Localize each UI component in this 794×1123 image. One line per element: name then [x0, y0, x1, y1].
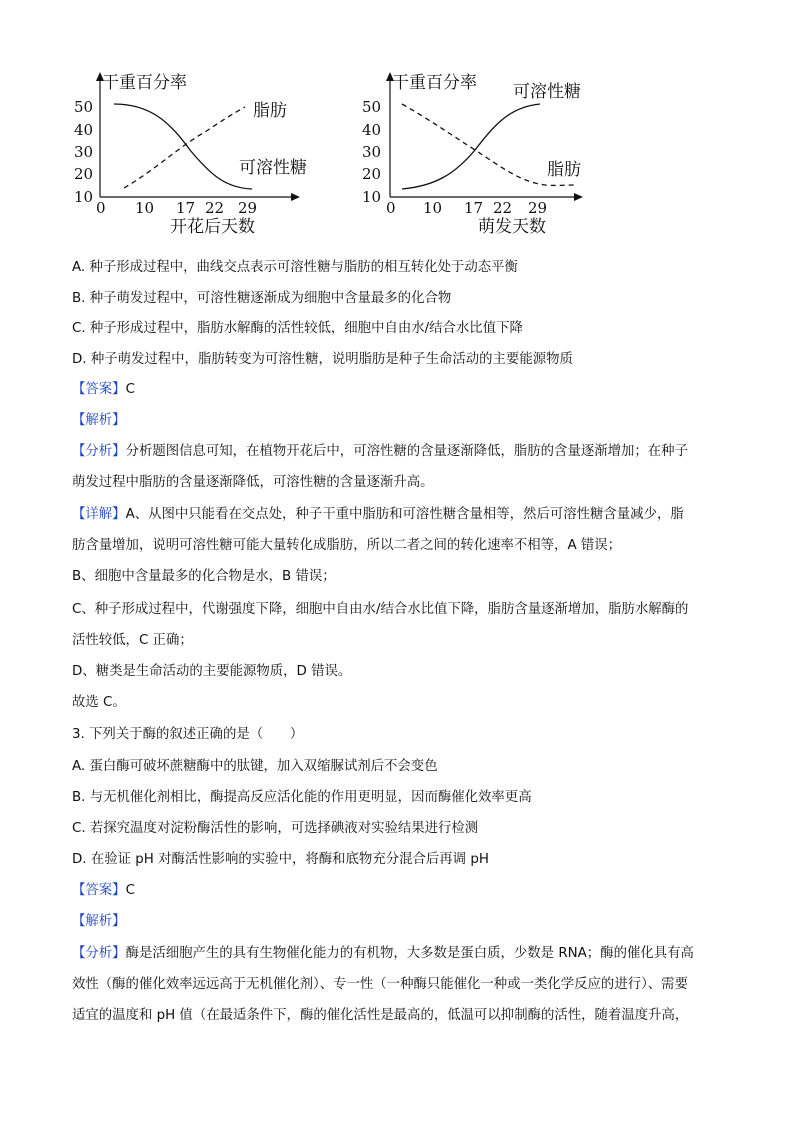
analysis-tag: 【解析】 — [72, 413, 126, 428]
x-tick-label: 17 — [464, 199, 484, 217]
x-tick-label: 22 — [493, 199, 513, 217]
sugar-curve — [402, 104, 540, 189]
q3-fenxi-line-3: 适宜的温度和 pH 值（在最适条件下，酶的催化活性是最高的，低温可以抑制酶的活性，随着温度升高， — [72, 1008, 689, 1023]
q2-xiangjie-line-4: C、种子形成过程中，代谢强度下降，细胞中自由水/结合水比值下降，脂肪含量逐渐增加，脂肪水解酶的 — [72, 602, 689, 617]
x-tick-label: 0 — [96, 199, 106, 217]
fat-curve — [124, 107, 245, 188]
q3-fenxi-line-2: 效性（酶的催化效率远远高于无机催化剂）、专一性（一种酶只能催化一种或一类化学反应的进行）、需要 — [72, 977, 688, 992]
answer-value: C — [125, 382, 135, 397]
y-axis-title: 干重百分率 — [392, 73, 477, 93]
x-tick-label: 22 — [205, 199, 225, 217]
q2-fenxi-line-1 — [72, 440, 732, 459]
fenxi-text: 酶是活细胞产生的具有生物催化能力的有机物，大多数是蛋白质，少数是 RNA；酶的催化具有高 — [125, 946, 694, 961]
sugar-label: 可溶性糖 — [513, 82, 581, 102]
q3-fenxi-line-1 — [72, 942, 732, 961]
analysis-tag: 【解析】 — [72, 914, 126, 929]
answer-tag: 【答案】 — [72, 382, 126, 397]
y-tick-label: 40 — [362, 121, 382, 139]
q2-xiangjie-line-6: D、糖类是生命活动的主要能源物质，D 错误。 — [72, 664, 352, 679]
q3-option-b: B. 与无机催化剂相比，酶提高反应活化能的作用更明显，因而酶催化效率更高 — [72, 790, 532, 805]
fat-label: 脂肪 — [547, 160, 581, 180]
x-tick-label: 10 — [423, 199, 443, 217]
q3-option-c: C. 若探究温度对淀粉酶活性的影响，可选择碘液对实验结果进行检测 — [72, 821, 479, 836]
x-tick-label: 29 — [238, 199, 258, 217]
x-tick-label: 0 — [386, 199, 396, 217]
fenxi-tag: 【分析】 — [72, 444, 126, 459]
q3-option-a: A. 蛋白酶可破坏蔗糖酶中的肽键，加入双缩脲试剂后不会变色 — [72, 759, 438, 774]
y-tick-label: 20 — [74, 165, 94, 183]
y-tick-label: 30 — [74, 143, 94, 161]
y-tick-label: 40 — [74, 121, 94, 139]
sugar-label: 可溶性糖 — [239, 158, 307, 178]
q2-option-c: C. 种子形成过程中，脂肪水解酶的活性较低，细胞中自由水/结合水比值下降 — [72, 321, 523, 336]
q2-conclusion: 故选 C。 — [72, 695, 126, 710]
y-tick-labels — [362, 98, 381, 206]
y-tick-labels — [74, 98, 93, 206]
x-tick-label: 10 — [135, 199, 155, 217]
q2-fenxi-line-2: 萌发过程中脂肪的含量逐渐降低，可溶性糖的含量逐渐升高。 — [72, 475, 434, 490]
q2-xiangjie-line-2: 肪含量增加，说明可溶性糖可能大量转化成脂肪，所以二者之间的转化速率不相等，A 错误； — [72, 538, 622, 553]
y-tick-label: 30 — [362, 143, 382, 161]
x-axis-arrow — [291, 193, 300, 201]
xiangjie-text: A、从图中只能看在交点处，种子干重中脂肪和可溶性糖含量相等，然后可溶性糖含量减少，脂 — [125, 507, 684, 522]
y-tick-label: 10 — [362, 188, 382, 206]
y-tick-label: 50 — [74, 98, 94, 116]
q2-xiangjie-line-1 — [72, 503, 732, 522]
fenxi-text: 分析题图信息可知，在植物开花后中，可溶性糖的含量逐渐降低，脂肪的含量逐渐增加；在种子 — [125, 444, 688, 459]
q2-option-a: A. 种子形成过程中，曲线交点表示可溶性糖与脂肪的相互转化处于动态平衡 — [72, 260, 518, 275]
q3-option-d: D. 在验证 pH 对酶活性影响的实验中，将酶和底物充分混合后再调 pH — [72, 852, 489, 867]
q2-xiangjie-line-5: 活性较低，C 正确； — [72, 633, 193, 648]
q3-analysis-heading — [72, 910, 732, 929]
y-tick-label: 50 — [362, 98, 382, 116]
x-tick-label: 29 — [528, 199, 548, 217]
q2-answer — [72, 378, 732, 397]
q3-stem: 3. 下列关于酶的叙述正确的是（ ） — [72, 727, 304, 742]
q2-analysis-heading — [72, 409, 732, 428]
figure-pair — [60, 62, 620, 242]
chart-seed-germination — [350, 62, 620, 242]
x-axis-arrow — [574, 193, 583, 201]
x-axis-title: 萌发天数 — [478, 217, 546, 237]
y-axis-title: 干重百分率 — [102, 73, 187, 93]
q2-option-b: B. 种子萌发过程中，可溶性糖逐渐成为细胞中含量最多的化合物 — [72, 291, 452, 306]
fat-label: 脂肪 — [253, 101, 287, 121]
answer-tag: 【答案】 — [72, 883, 126, 898]
q2-option-d: D. 种子萌发过程中，脂肪转变为可溶性糖，说明脂肪是种子生命活动的主要能源物质 — [72, 352, 573, 367]
q2-xiangjie-line-3: B、细胞中含量最多的化合物是水，B 错误； — [72, 569, 336, 584]
x-tick-labels — [96, 199, 257, 217]
y-tick-label: 20 — [362, 165, 382, 183]
x-tick-label: 17 — [176, 199, 196, 217]
x-axis-title: 开花后天数 — [170, 217, 255, 237]
fenxi-tag: 【分析】 — [72, 946, 126, 961]
answer-value: C — [125, 883, 135, 898]
y-tick-label: 10 — [74, 188, 94, 206]
xiangjie-tag: 【详解】 — [72, 507, 126, 522]
q3-answer — [72, 879, 732, 898]
chart-seed-formation — [60, 62, 320, 242]
x-tick-labels — [386, 199, 547, 217]
